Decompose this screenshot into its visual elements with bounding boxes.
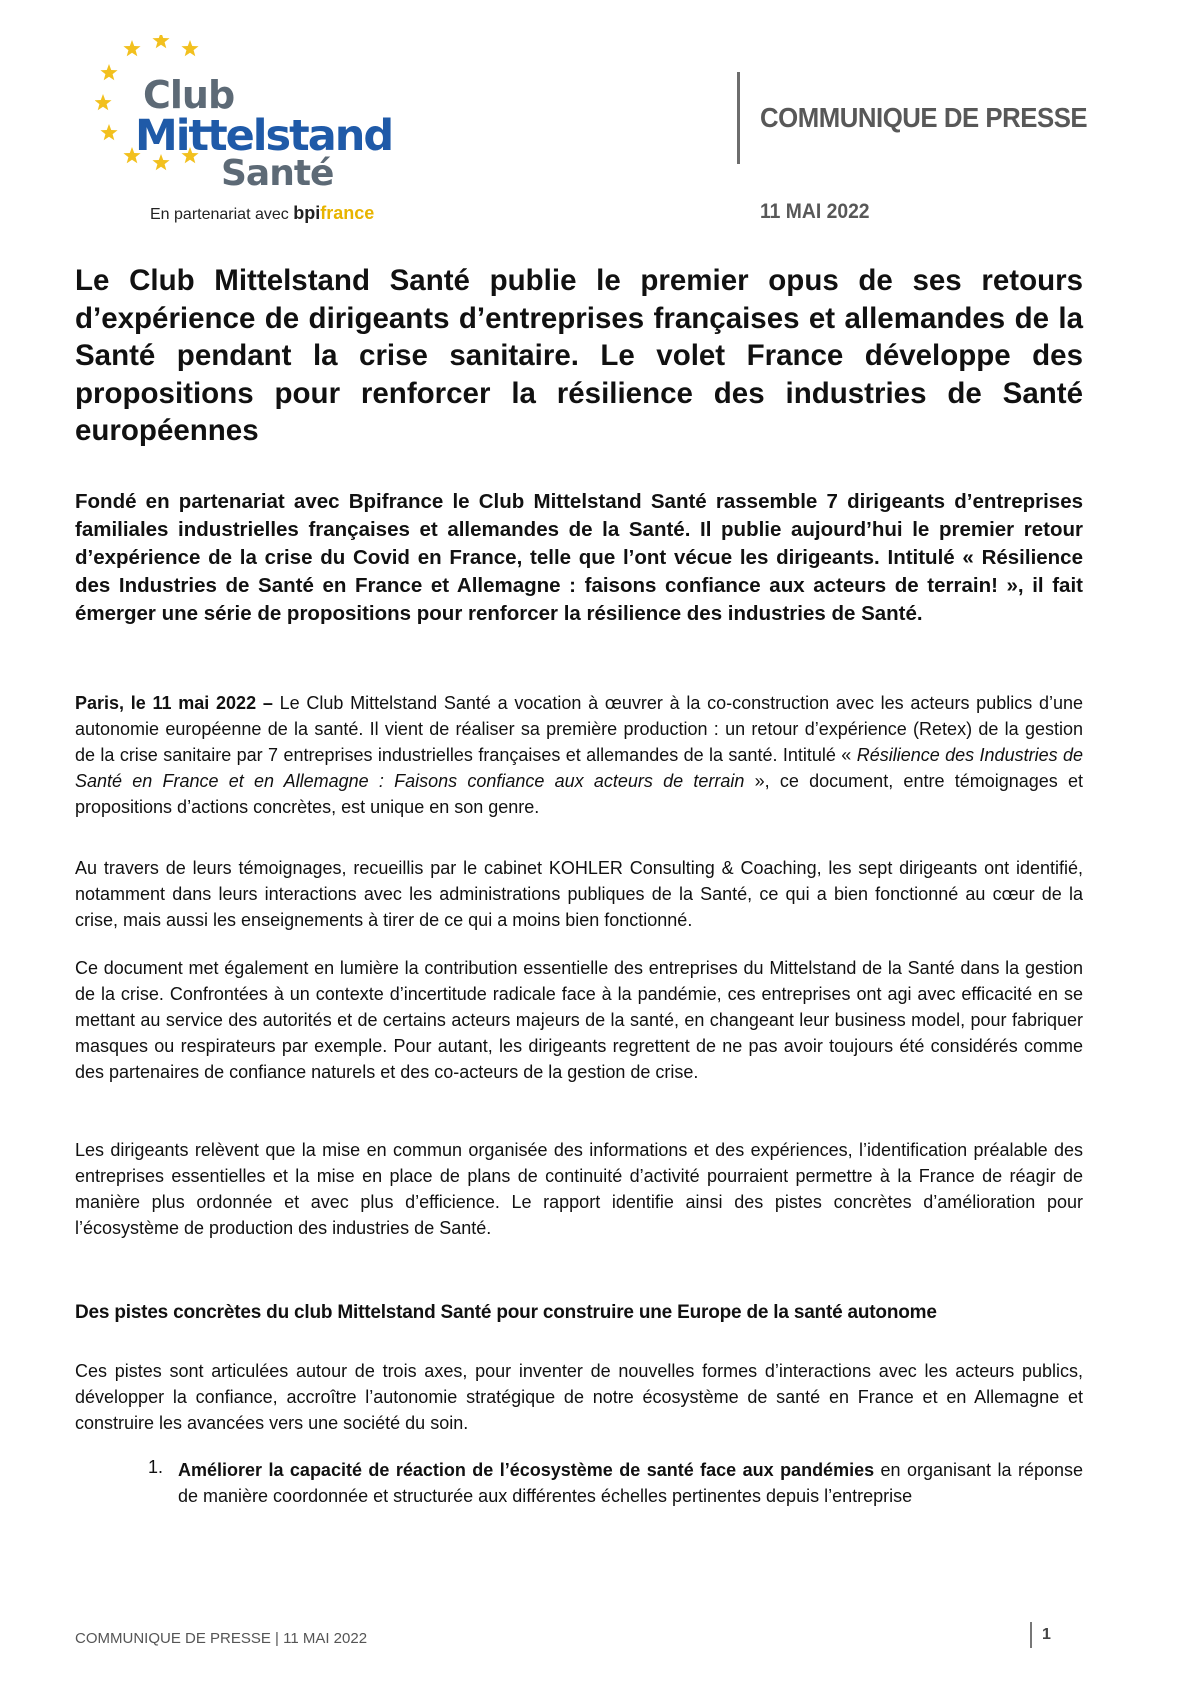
page-number: 1: [1042, 1626, 1051, 1643]
paragraph-1: [75, 690, 1083, 820]
logo-text-sante: Santé: [221, 153, 334, 194]
footer-divider: [1030, 1622, 1032, 1648]
logo-text-mittelstand: Mittelstand: [135, 111, 393, 161]
partner-prefix: En partenariat avec: [150, 206, 289, 223]
bpifrance-logo: [293, 203, 374, 223]
france-text: france: [320, 203, 375, 223]
list-item: [178, 1457, 1083, 1509]
press-release-date: 11 MAI 2022: [760, 200, 870, 223]
paragraph-2: Au travers de leurs témoignages, recueillis par le cabinet KOHLER Consulting & Coaching, les sept dirigeants ont identifié, notamment dans leurs interactions avec les administrations publiques de la Santé, ce qui a bien fonctionné au cœur de la crise, mais aussi les enseignements à tirer de ce qui a moins bien fonctionné.: [75, 858, 1083, 930]
paragraph-5: Ces pistes sont articulées autour de trois axes, pour inventer de nouvelles formes d’interactions avec les acteurs publics, développer la confiance, accroître l’autonomie stratégique de notre écosystème de santé en France et en Allemagne et construire les avancées vers une société du soin.: [75, 1361, 1083, 1433]
bpi-text: bpi: [293, 203, 321, 223]
star-icon: [181, 40, 198, 56]
club-mittelstand-sante-logo: [95, 35, 393, 225]
report-title-italic: Résilience des Industries de Santé en France et en Allemagne : Faisons confiance aux acteurs de terrain: [75, 745, 1084, 791]
list-item-text: en organisant la réponse de manière coordonnée et structurée aux différentes échelles pertinentes depuis l’entreprise: [178, 1460, 1083, 1506]
footer-text: COMMUNIQUE DE PRESSE | 11 MAI 2022: [75, 1630, 368, 1647]
section-heading: Des pistes concrètes du club Mittelstand Santé pour construire une Europe de la santé autonome: [75, 1302, 937, 1323]
star-icon: [95, 94, 112, 110]
paragraph-3: Ce document met également en lumière la contribution essentielle des entreprises du Mittelstand de la Santé dans la gestion de la crise. Confrontées à un contexte d’incertitude radicale face à la pandémie, ces entreprises ont agi avec efficacité en se mettant au service des autorités et de certains acteurs majeurs de la santé, en changeant leur business model, pour fabriquer masques ou respirateurs par exemple. Pour autant, les dirigeants regrettent de ne pas avoir toujours été considérés comme des partenaires de confiance naturels et des co-acteurs de la gestion de crise.: [75, 958, 1083, 1082]
partner-line: [150, 203, 374, 224]
dateline: Paris, le 11 mai 2022 –: [75, 693, 273, 713]
page-title: Le Club Mittelstand Santé publie le premier opus de ses retours d’expérience de dirigeants d’entreprises françaises et allemandes de la Santé pendant la crise sanitaire. Le volet France développe des propositions pour renforcer la résilience des industries de Santé européennes: [75, 264, 1083, 447]
star-icon: [123, 40, 140, 56]
paragraph-1-text-a: Le Club Mittelstand Santé a vocation à œuvrer à la co-construction avec les acteurs publics d’une autonomie européenne de la santé. Il vient de réaliser sa première production : un retour d’expérience (Retex) de la gestion de la crise sanitaire par 7 entreprises industrielles françaises et allemandes de la santé. Intitulé «: [75, 693, 1083, 765]
header-divider: [737, 72, 740, 164]
press-release-label: COMMUNIQUE DE PRESSE: [760, 102, 1088, 133]
paragraph-1-text-b: », ce document, entre témoignages et propositions d’actions concrètes, est unique en son genre.: [75, 771, 1083, 817]
logo-text-club: Club: [143, 73, 235, 117]
star-icon: [100, 64, 117, 80]
lead-paragraph: Fondé en partenariat avec Bpifrance le Club Mittelstand Santé rassemble 7 dirigeants d’entreprises familiales industrielles françaises et allemandes de la Santé. Il publie aujourd’hui le premier retour d’expérience de la crise du Covid en France, telle que l’ont vécue les dirigeants. Intitulé « Résilience des Industries de Santé en France et Allemagne : faisons confiance aux acteurs de terrain! », il fait émerger une série de propositions pour renforcer la résilience des industries de Santé.: [75, 490, 1083, 625]
paragraph-4: Les dirigeants relèvent que la mise en commun organisée des informations et des expériences, l’identification préalable des entreprises essentielles et la mise en place de plans de continuité d’activité pourraient permettre à la France de réagir de manière plus ordonnée et avec plus d’efficience. Le rapport identifie ainsi des pistes concrètes d’amélioration pour l’écosystème de production des industries de Santé.: [75, 1140, 1083, 1238]
list-item-number: 1.: [148, 1457, 164, 1477]
list-item-bold: Améliorer la capacité de réaction de l’écosystème de santé face aux pandémies: [178, 1460, 875, 1480]
star-icon: [152, 35, 169, 48]
star-icon: [100, 124, 117, 140]
